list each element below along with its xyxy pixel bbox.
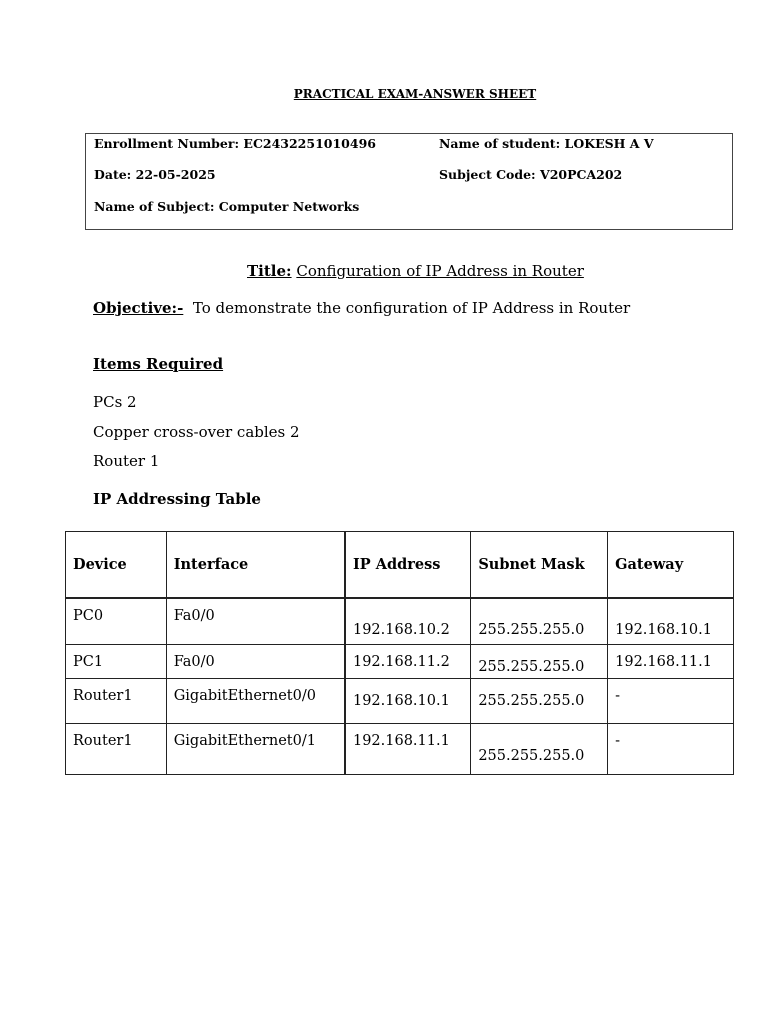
sheet-title: PRACTICAL EXAM-ANSWER SHEET: [293, 87, 537, 101]
list-item: PCs 2: [93, 393, 137, 411]
table-cell: 255.255.255.0: [471, 724, 608, 775]
column-header: Gateway: [608, 532, 734, 598]
ip-table-heading: IP Addressing Table: [93, 490, 261, 508]
student-name: Name of student: LOKESH A V: [439, 136, 654, 151]
table-cell: 192.168.11.1: [345, 724, 471, 775]
table-row: [66, 679, 734, 724]
table-cell: GigabitEthernet0/0: [166, 679, 345, 724]
table-cell: Fa0/0: [166, 598, 345, 645]
table-cell: 192.168.11.2: [345, 645, 471, 679]
table-cell: GigabitEthernet0/1: [166, 724, 345, 775]
objective-label: Objective:-: [93, 299, 184, 317]
subject-name: Name of Subject: Computer Networks: [94, 199, 360, 214]
table-cell: 255.255.255.0: [471, 679, 608, 724]
list-item: Router 1: [93, 452, 160, 470]
student-info-box: [85, 133, 733, 230]
ip-addressing-table: [65, 531, 734, 775]
column-header: Subnet Mask: [471, 532, 608, 598]
subject-code: Subject Code: V20PCA202: [439, 167, 623, 182]
table-cell: 192.168.11.1: [608, 645, 734, 679]
table-row: [66, 598, 734, 645]
exam-date: Date: 22-05-2025: [94, 167, 216, 182]
table-header-row: [66, 532, 734, 598]
column-header: Interface: [166, 532, 345, 598]
table-cell: 192.168.10.2: [345, 598, 471, 645]
table-cell: 192.168.10.1: [345, 679, 471, 724]
items-required-heading: Items Required: [93, 355, 224, 373]
table-cell: Router1: [66, 679, 167, 724]
practical-title: [247, 262, 584, 280]
table-cell: PC1: [66, 645, 167, 679]
title-value: Configuration of IP Address in Router: [296, 262, 584, 280]
table-cell: Fa0/0: [166, 645, 345, 679]
objective-text: To demonstrate the configuration of IP Address in Router: [192, 299, 631, 317]
table-cell: 255.255.255.0: [471, 598, 608, 645]
column-header: IP Address: [345, 532, 471, 598]
enrollment-number: Enrollment Number: EC2432251010496: [94, 136, 376, 151]
column-header: Device: [66, 532, 167, 598]
objective: [93, 299, 630, 317]
table-cell: Router1: [66, 724, 167, 775]
table-cell: 255.255.255.0: [471, 645, 608, 679]
table-row: [66, 645, 734, 679]
table-cell: -: [608, 679, 734, 724]
table-cell: PC0: [66, 598, 167, 645]
table-cell: 192.168.10.1: [608, 598, 734, 645]
title-label: Title:: [247, 262, 292, 280]
list-item: Copper cross-over cables 2: [93, 423, 300, 441]
table-row: [66, 724, 734, 775]
table-cell: -: [608, 724, 734, 775]
